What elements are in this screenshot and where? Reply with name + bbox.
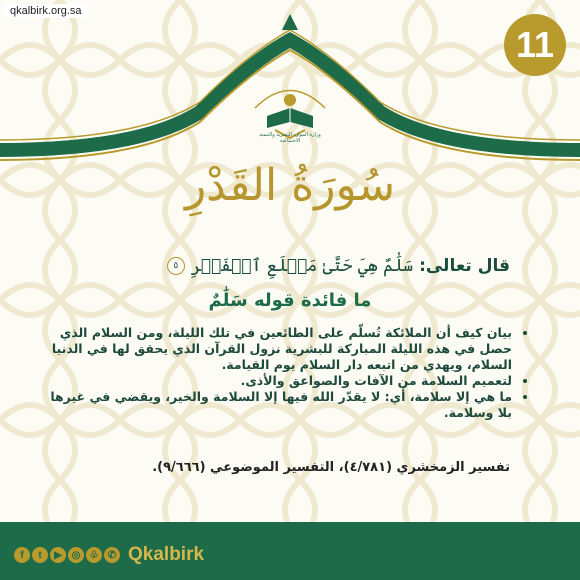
social-row [14,544,204,566]
question-heading: ما فائدة قوله سَلَٰمٌ [208,290,372,311]
footer-bar [0,522,580,580]
verse-lead: قال تعالى: [419,255,510,276]
snapchat-icon[interactable]: ♧ [86,547,102,563]
facebook-icon[interactable]: f [14,547,30,563]
site-url-label: qkalbirk.org.sa [4,4,88,18]
list-item: • بيان كيف أن الملائكة تُسلّم على الطائعين في تلك الليلة، ومن السلام الذي حصل في هذه الليلة المباركة للبشرية نزول القرآن الذي يحقق لها في الدنيا السلام، ويهدي من اتبعه دار السلام يوم القيامة. [32,325,512,373]
explanation-list [32,325,530,421]
list-item: • لتعميم السلامة من الآفات والصواعق والأذى. [32,373,512,389]
verse-text: سَلَٰمٌ هِيَ حَتَّىٰ مَطۡلَعِ ٱلۡفَجۡرِ [190,256,414,276]
surah-title: سُورَةُ القَدْرِ [184,160,396,211]
whatsapp-icon[interactable]: ✆ [104,547,120,563]
ayah-number-marker: ٥ [167,257,185,275]
logo-motto: وزارة الموارد البشرية والتنمية الاجتماعية [259,132,321,144]
list-item: • ما هي إلا سلامة، أي: لا يقدّر الله فيها إلا السلامة والخير، ويقضي في غيرها بلا وسلامة. [32,389,512,421]
social-handle[interactable]: Qkalbirk [128,544,205,565]
episode-number-badge: 11 [504,14,566,76]
instagram-icon[interactable]: ◎ [68,547,84,563]
twitter-icon[interactable]: t [32,547,48,563]
verse-line [167,255,510,276]
youtube-icon[interactable]: ▶ [50,547,66,563]
source-citation: تفسير الزمخشري (٤/٧٨١)، التفسير الموضوعي (٩/٦٦٦). [152,460,510,475]
